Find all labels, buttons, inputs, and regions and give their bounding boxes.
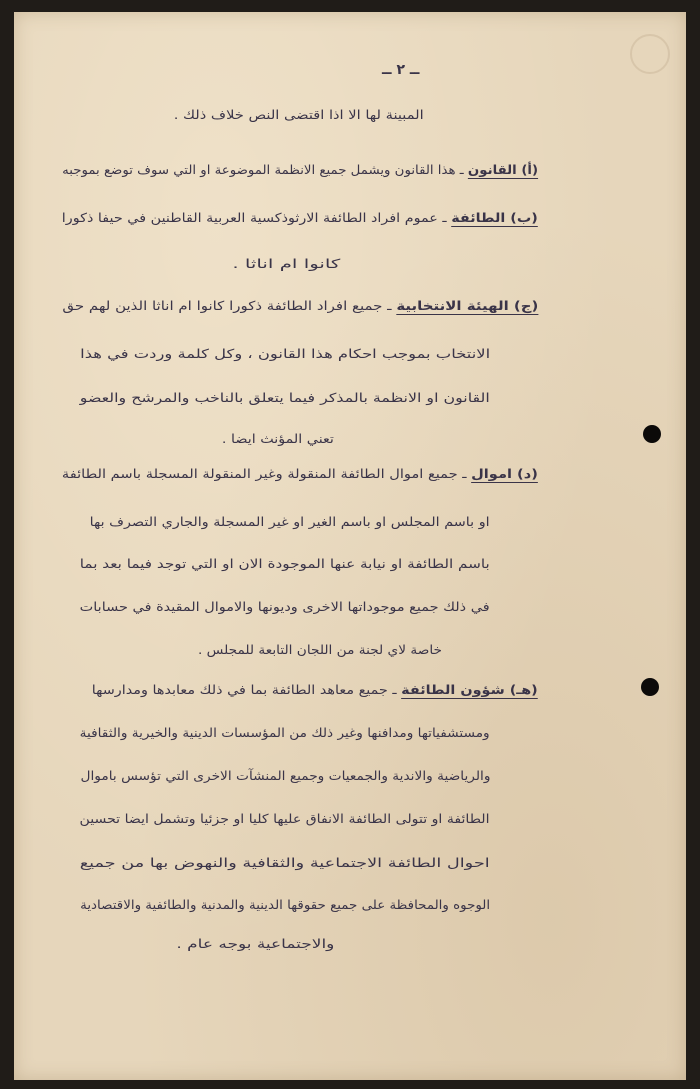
line-text-d2: او باسم المجلس او باسم الغير او غير المسجلة والجاري التصرف بها (90, 514, 490, 529)
document-page (14, 12, 686, 1080)
text-line-d4 (80, 599, 490, 614)
definition-term-b1: (ب) الطائفة (451, 210, 538, 225)
line-text-e3: والرياضية والاندية والجمعيات وجميع المنشآت الاخرى التي تؤسس باموال (80, 768, 490, 783)
line-text-d4: في ذلك جميع موجوداتها الاخرى وديونها والاموال المقيدة في حسابات (79, 599, 490, 614)
text-line-b2 (232, 256, 340, 271)
punch-hole-lower (641, 678, 659, 696)
text-line-d2 (90, 514, 490, 529)
punch-hole-upper (643, 425, 661, 443)
text-line-e1 (92, 682, 538, 697)
line-text-d1: ـ جميع اموال الطائفة المنقولة وغير المنقولة المسجلة باسم الطائفة (61, 466, 472, 481)
definition-term-a: (أ) القانون (467, 162, 538, 177)
text-line-c1 (62, 298, 538, 313)
page-number: ــ ٢ ــ (382, 62, 420, 78)
text-line-e7 (176, 936, 334, 951)
line-text-d5: خاصة لاي لجنة من اللجان التابعة للمجلس . (198, 642, 442, 657)
line-text-intro: المبينة لها الا اذا اقتضى النص خلاف ذلك . (174, 107, 424, 122)
definition-term-e1: (هـ) شؤون الطائفة (401, 682, 538, 697)
text-line-e2 (80, 725, 490, 740)
line-text-e7: والاجتماعية بوجه عام . (176, 936, 334, 951)
text-line-d5 (198, 642, 442, 657)
text-line-c3 (80, 390, 490, 405)
line-text-c2: الانتخاب بموجب احكام هذا القانون ، وكل كلمة وردت في هذا (80, 346, 490, 361)
text-line-e6 (80, 897, 490, 912)
line-text-b2: كانوا ام اناثا . (232, 256, 340, 271)
line-text-e1: ـ جميع معاهد الطائفة بما في ذلك معابدها ومدارسها (92, 682, 402, 697)
text-line-d3 (80, 556, 490, 571)
line-text-e5: احوال الطائفة الاجتماعية والثقافية والنهوض بها من جميع (80, 855, 490, 870)
line-text-e6: الوجوه والمحافظة على جميع حقوقها الدينية والمدنية والطائفية والاقتصادية (79, 897, 490, 912)
line-text-a: ـ هذا القانون ويشمل جميع الانظمة الموضوعة او التي سوف توضع بموجبه (62, 162, 468, 177)
text-line-c2 (80, 346, 490, 361)
corner-stamp-mark (630, 34, 670, 74)
text-line-d1 (62, 466, 538, 481)
line-text-b1: ـ عموم افراد الطائفة الارثوذكسية العربية القاطنين في حيفا ذكورا (62, 210, 452, 225)
line-text-d3: باسم الطائفة او نيابة عنها الموجودة الان او التي توجد فيما بعد بما (80, 556, 490, 571)
text-line-b1 (62, 210, 538, 225)
text-line-e4 (80, 811, 490, 826)
text-line-e3 (80, 768, 490, 783)
line-text-c4: تعني المؤنث ايضا . (222, 431, 334, 446)
line-text-e4: الطائفة او تتولى الطائفة الانفاق عليها كليا او جزئيا وتشمل ايضا تحسين (80, 811, 490, 826)
definition-term-d1: (د) اموال (471, 466, 538, 481)
text-line-e5 (80, 855, 490, 870)
line-text-c3: القانون او الانظمة بالمذكر فيما يتعلق بالناخب والمرشح والعضو (80, 390, 490, 405)
text-line-c4 (222, 431, 334, 446)
line-text-e2: ومستشفياتها ومدافنها وغير ذلك من المؤسسات الدينية والخيرية والثقافية (79, 725, 490, 740)
text-line-intro (174, 107, 424, 122)
definition-term-c1: (ج) الهيئة الانتخابية (395, 298, 538, 313)
line-text-c1: ـ جميع افراد الطائفة ذكورا كانوا ام اناثا الذين لهم حق (62, 298, 396, 313)
text-line-a (62, 162, 538, 177)
